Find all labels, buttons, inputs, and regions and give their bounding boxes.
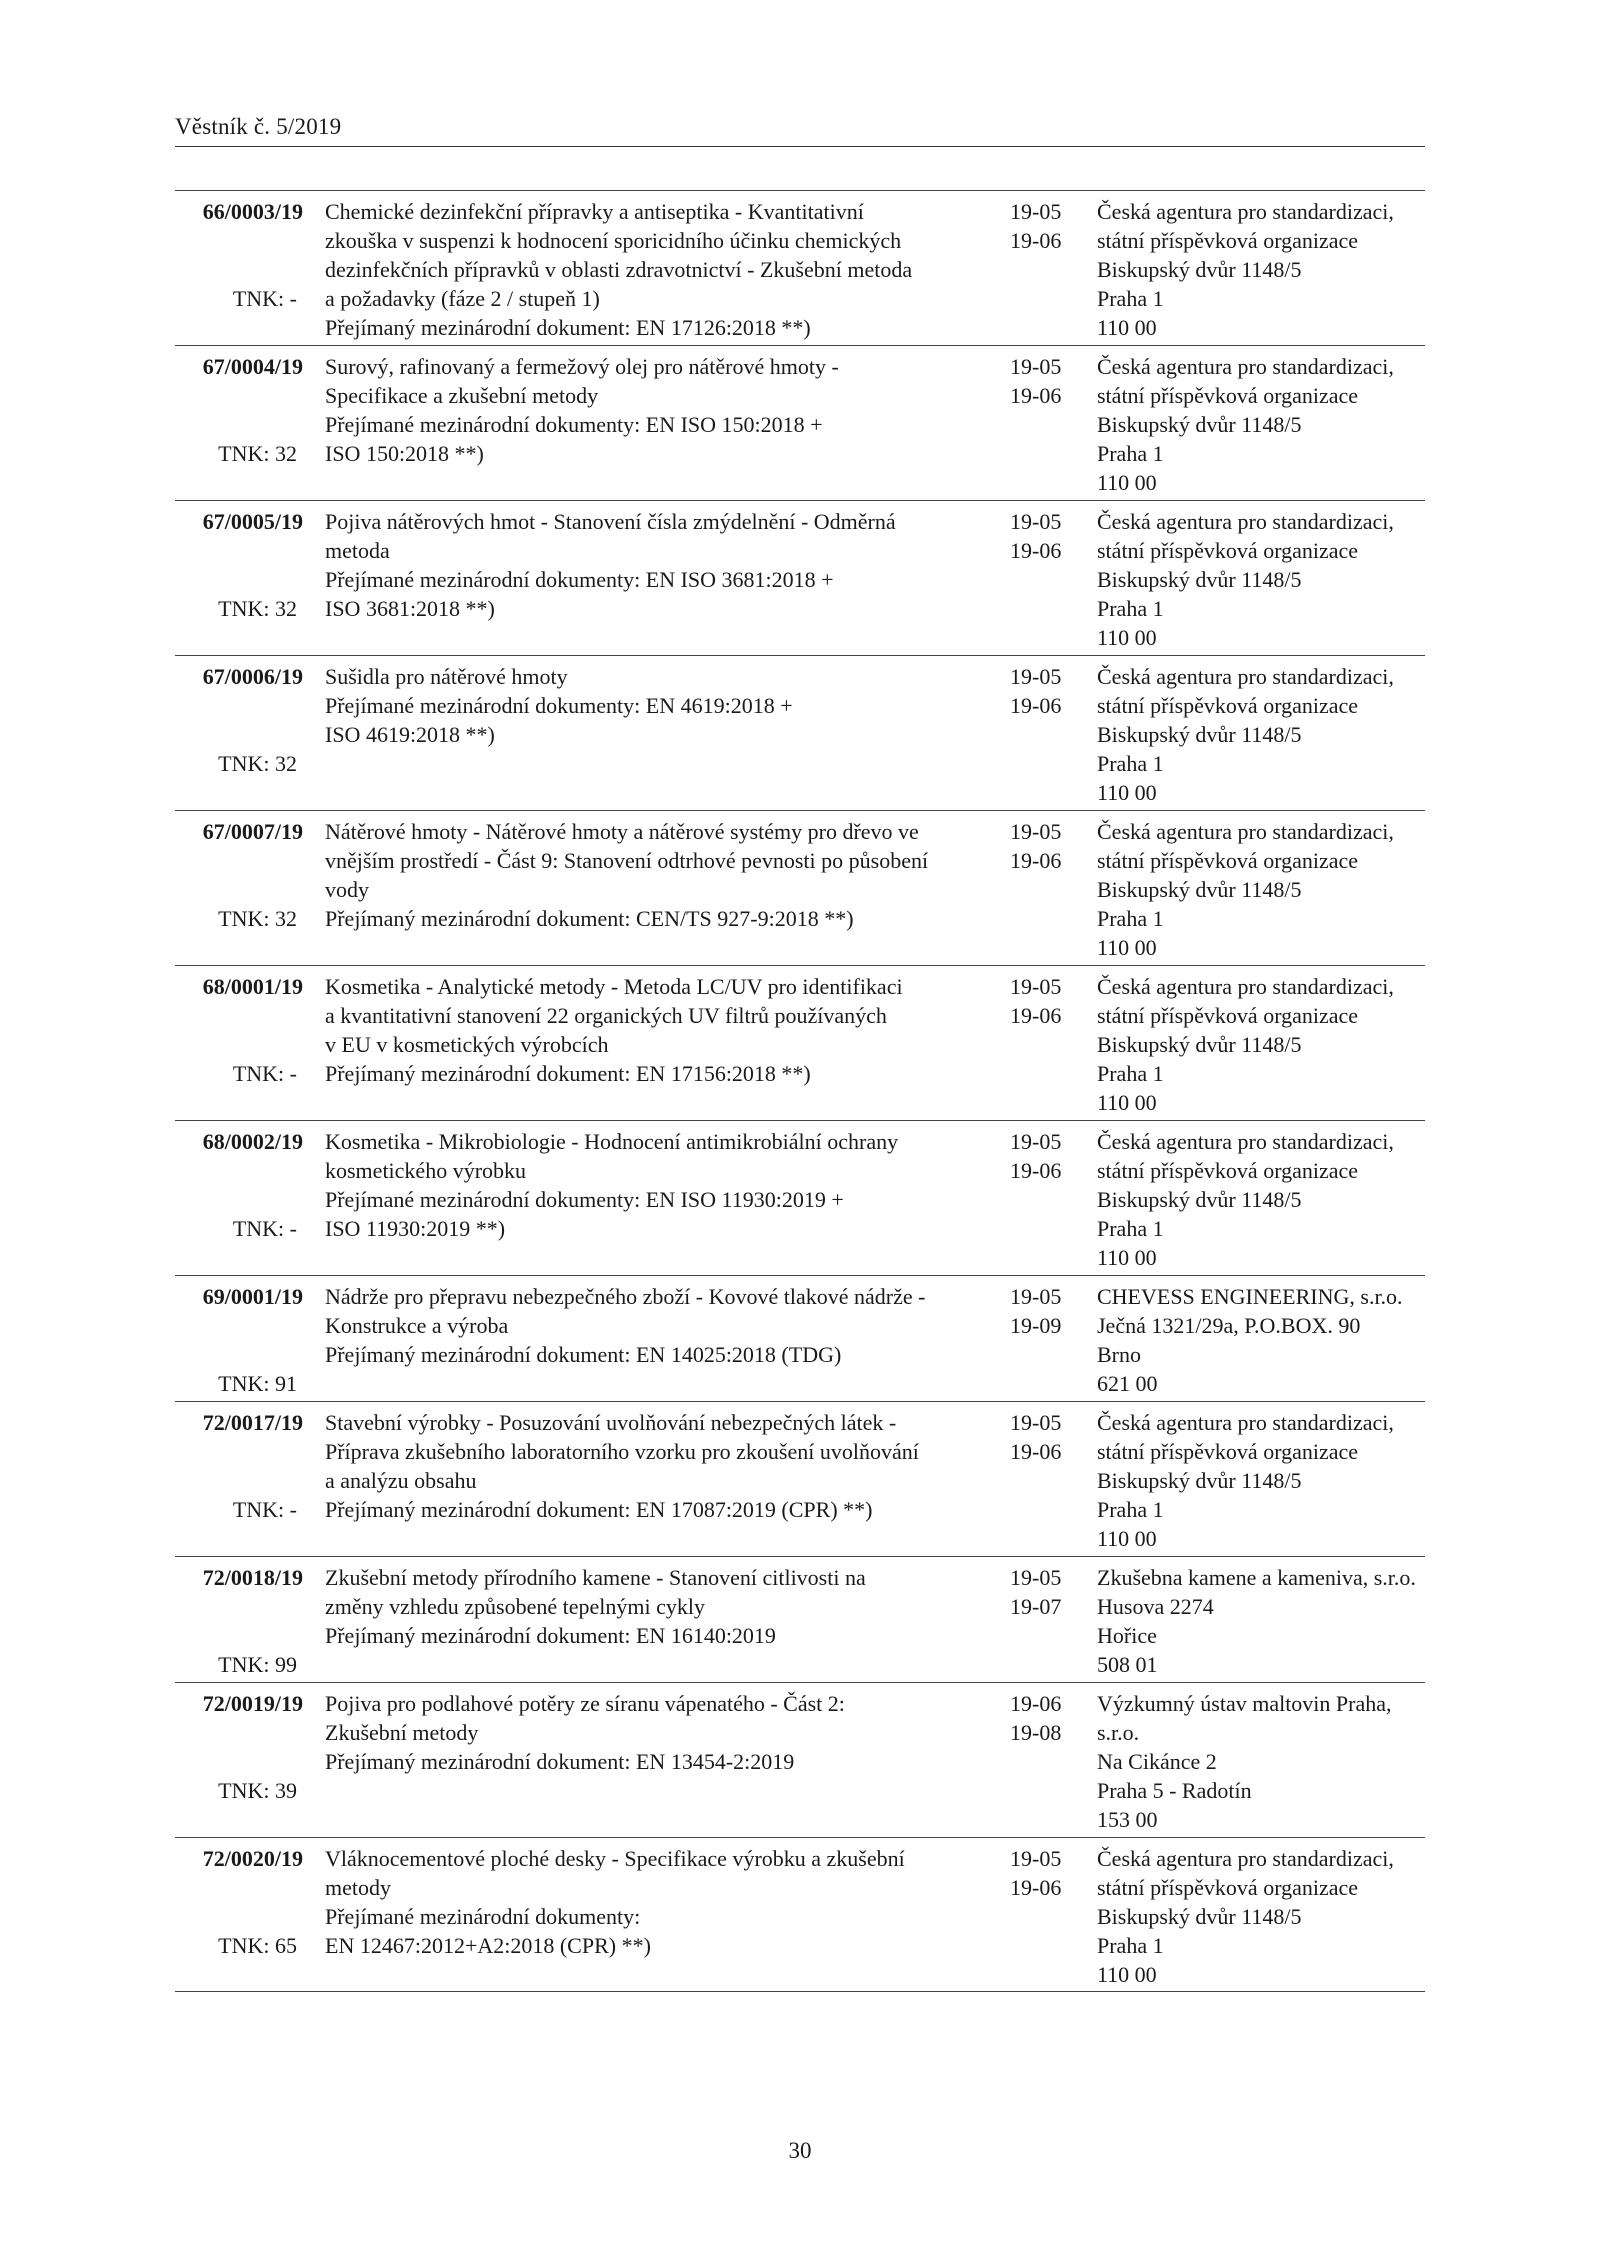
entry-address-line: Česká agentura pro standardizaci, [1097, 1410, 1394, 1435]
entry-address [1097, 507, 1427, 652]
entry-title-line: Nátěrové hmoty - Nátěrové hmoty a nátěrové systémy pro dřevo ve [325, 819, 919, 844]
standard-entry [175, 965, 1425, 1120]
entry-address-line: 153 00 [1097, 1807, 1158, 1832]
entry-title-line: metody [325, 1875, 391, 1900]
entry-address-line: 110 00 [1097, 935, 1157, 960]
entry-address-line: Biskupský dvůr 1148/5 [1097, 722, 1302, 747]
entry-address-line: státní příspěvková organizace [1097, 1875, 1359, 1900]
entry-address-line: státní příspěvková organizace [1097, 383, 1359, 408]
entry-code-column [175, 1282, 303, 1311]
entry-title-line: Kosmetika - Mikrobiologie - Hodnocení antimikrobiální ochrany [325, 1129, 899, 1154]
entry-address-line: Ječná 1321/29a, P.O.BOX. 90 [1097, 1313, 1361, 1338]
entry-title-line: Zkušební metody [325, 1720, 479, 1745]
entry-address-line: Brno [1097, 1342, 1141, 1367]
entry-date: 19-06 [1010, 693, 1062, 718]
entry-address-line: Praha 1 [1097, 906, 1164, 931]
entry-code-column [175, 1127, 303, 1156]
entry-address [1097, 1689, 1427, 1834]
entry-code-column [175, 1844, 303, 1873]
entry-code-column [175, 352, 303, 381]
entry-address-line: Hořice [1097, 1623, 1157, 1648]
entry-address [1097, 817, 1427, 962]
entry-code-column [175, 662, 303, 691]
standard-entry [175, 1837, 1425, 1992]
entry-title-line: Vláknocementové ploché desky - Specifikace výrobku a zkušební [325, 1846, 905, 1871]
entry-title-line: Zkušební metody přírodního kamene - Stanovení citlivosti na [325, 1565, 866, 1590]
entry-title-line: Konstrukce a výroba [325, 1313, 509, 1338]
standard-entry [175, 500, 1425, 655]
entry-address-line: Praha 1 [1097, 286, 1164, 311]
standard-entry [175, 1120, 1425, 1275]
entry-address-line: 110 00 [1097, 780, 1157, 805]
entry-address-line: státní příspěvková organizace [1097, 228, 1359, 253]
entry-code: 67/0006/19 [202, 664, 303, 689]
entry-address-line: 110 00 [1097, 315, 1157, 340]
entry-code-column [175, 817, 303, 846]
entry-title-line: Pojiva pro podlahové potěry ze síranu vápenatého - Část 2: [325, 1691, 845, 1716]
entry-address [1097, 1408, 1427, 1553]
entry-title-line: Přejímaný mezinárodní dokument: EN 17087:2019 (CPR) **) [325, 1497, 873, 1522]
entry-address [1097, 972, 1427, 1117]
entry-address [1097, 197, 1427, 342]
standard-entry [175, 190, 1425, 345]
entry-address-line: 110 00 [1097, 1526, 1157, 1551]
entry-tnk: TNK: 99 [218, 1652, 297, 1677]
entry-title-line: a analýzu obsahu [325, 1468, 477, 1493]
entry-title-line: Přejímaný mezinárodní dokument: EN 17156:2018 **) [325, 1061, 811, 1086]
entry-address-line: Biskupský dvůr 1148/5 [1097, 257, 1302, 282]
standard-entry [175, 1401, 1425, 1556]
entry-title-line: Přejímaný mezinárodní dokument: EN 14025:2018 (TDG) [325, 1342, 842, 1367]
entry-date: 19-06 [1010, 383, 1062, 408]
entry-tnk: TNK: 32 [218, 596, 297, 621]
entry-date: 19-06 [1010, 538, 1062, 563]
entry-address [1097, 1127, 1427, 1272]
entry-date: 19-05 [1010, 509, 1062, 534]
standard-entry [175, 655, 1425, 810]
entry-title-line: Chemické dezinfekční přípravky a antiseptika - Kvantitativní [325, 199, 864, 224]
entry-title-line: kosmetického výrobku [325, 1158, 527, 1183]
entry-address-line: Praha 1 [1097, 751, 1164, 776]
entry-title-line: Stavební výrobky - Posuzování uvolňování nebezpečných látek - [325, 1410, 897, 1435]
entry-title-line: Sušidla pro nátěrové hmoty [325, 664, 568, 689]
entry-address-line: Česká agentura pro standardizaci, [1097, 509, 1394, 534]
entry-code-column [175, 1408, 303, 1437]
entry-address-line: Praha 1 [1097, 441, 1164, 466]
entry-date: 19-06 [1010, 1439, 1062, 1464]
entry-address-line: Česká agentura pro standardizaci, [1097, 819, 1394, 844]
entry-tnk: TNK: - [232, 286, 297, 311]
entry-address-line: státní příspěvková organizace [1097, 1003, 1359, 1028]
entry-date: 19-06 [1010, 1691, 1062, 1716]
entry-title-line: Přejímané mezinárodní dokumenty: EN ISO 11930:2019 + [325, 1187, 844, 1212]
entry-address [1097, 352, 1427, 497]
entry-title-line: zkouška v suspenzi k hodnocení sporicidního účinku chemických [325, 228, 902, 253]
entry-date: 19-05 [1010, 819, 1062, 844]
entry-title-line: v EU v kosmetických výrobcích [325, 1032, 609, 1057]
header-divider [175, 146, 1425, 147]
entry-date: 19-05 [1010, 974, 1062, 999]
entry-title-line: ISO 11930:2019 **) [325, 1216, 506, 1241]
entry-address-line: Biskupský dvůr 1148/5 [1097, 1904, 1302, 1929]
standard-entry [175, 810, 1425, 965]
standard-entry [175, 345, 1425, 500]
entry-address-line: Biskupský dvůr 1148/5 [1097, 1468, 1302, 1493]
entry-address-line: státní příspěvková organizace [1097, 848, 1359, 873]
entry-code: 69/0001/19 [202, 1284, 303, 1309]
entry-code: 66/0003/19 [202, 199, 303, 224]
entry-title-line: Specifikace a zkušební metody [325, 383, 599, 408]
entry-tnk: TNK: 32 [218, 441, 297, 466]
entry-date: 19-06 [1010, 848, 1062, 873]
entry-address-line: Praha 5 - Radotín [1097, 1778, 1252, 1803]
entry-title-line: a kvantitativní stanovení 22 organických UV filtrů používaných [325, 1003, 887, 1028]
standard-entry [175, 1682, 1425, 1837]
entry-address-line: Biskupský dvůr 1148/5 [1097, 412, 1302, 437]
entry-date: 19-05 [1010, 354, 1062, 379]
entry-date: 19-05 [1010, 199, 1062, 224]
entry-title-line: Přejímaný mezinárodní dokument: EN 17126:2018 **) [325, 315, 811, 340]
entry-address-line: 508 01 [1097, 1652, 1158, 1677]
entry-address-line: 110 00 [1097, 1962, 1157, 1987]
entry-address-line: Praha 1 [1097, 1933, 1164, 1958]
entry-code-column [175, 507, 303, 536]
entry-title-line: EN 12467:2012+A2:2018 (CPR) **) [325, 1933, 651, 1958]
entry-address-line: Praha 1 [1097, 1216, 1164, 1241]
entry-date: 19-05 [1010, 1284, 1062, 1309]
entry-title-line: vody [325, 877, 369, 902]
entry-address-line: Husova 2274 [1097, 1594, 1214, 1619]
entry-date: 19-05 [1010, 1565, 1062, 1590]
entry-code-column [175, 197, 303, 226]
entry-tnk: TNK: - [232, 1061, 297, 1086]
entry-date: 19-06 [1010, 1875, 1062, 1900]
entry-address-line: Česká agentura pro standardizaci, [1097, 664, 1394, 689]
entry-date: 19-05 [1010, 1410, 1062, 1435]
entry-title-line: Surový, rafinovaný a fermežový olej pro nátěrové hmoty - [325, 354, 839, 379]
entry-address-line: 110 00 [1097, 1245, 1157, 1270]
entry-address-line: Biskupský dvůr 1148/5 [1097, 1032, 1302, 1057]
entry-tnk: TNK: - [232, 1216, 297, 1241]
entry-code-column [175, 1689, 303, 1718]
bulletin-title: Věstník č. 5/2019 [175, 114, 342, 139]
entry-address [1097, 1563, 1427, 1679]
entry-title-line: Přejímané mezinárodní dokumenty: [325, 1904, 641, 1929]
entry-tnk: TNK: 32 [218, 906, 297, 931]
entry-tnk: TNK: 65 [218, 1933, 297, 1958]
entry-title-line: Pojiva nátěrových hmot - Stanovení čísla zmýdelnění - Odměrná [325, 509, 896, 534]
standard-entry [175, 1556, 1425, 1682]
entry-code: 67/0007/19 [202, 819, 303, 844]
entry-address-line: Česká agentura pro standardizaci, [1097, 199, 1394, 224]
entry-address-line: 621 00 [1097, 1371, 1158, 1396]
entry-date: 19-05 [1010, 664, 1062, 689]
entry-code-column [175, 1563, 303, 1592]
entry-address-line: Česká agentura pro standardizaci, [1097, 354, 1394, 379]
entry-date: 19-06 [1010, 1158, 1062, 1183]
entry-title-line: Nádrže pro přepravu nebezpečného zboží - Kovové tlakové nádrže - [325, 1284, 926, 1309]
entry-title-line: Přejímané mezinárodní dokumenty: EN ISO 3681:2018 + [325, 567, 834, 592]
entry-code: 72/0018/19 [202, 1565, 303, 1590]
entry-address-line: 110 00 [1097, 625, 1157, 650]
entry-address-line: 110 00 [1097, 1090, 1157, 1115]
entry-address-line: Česká agentura pro standardizaci, [1097, 1129, 1394, 1154]
entry-address [1097, 1282, 1427, 1398]
entry-address-line: 110 00 [1097, 470, 1157, 495]
entry-date: 19-05 [1010, 1129, 1062, 1154]
entry-tnk: TNK: - [232, 1497, 297, 1522]
entry-code: 72/0020/19 [202, 1846, 303, 1871]
entry-address [1097, 662, 1427, 807]
entry-title-line: a požadavky (fáze 2 / stupeň 1) [325, 286, 600, 311]
entry-address-line: Biskupský dvůr 1148/5 [1097, 567, 1302, 592]
bulletin-header [175, 114, 1425, 144]
entry-title-line: Přejímané mezinárodní dokumenty: EN 4619:2018 + [325, 693, 793, 718]
entry-title-line: Přejímaný mezinárodní dokument: EN 16140:2019 [325, 1623, 776, 1648]
entry-code-column [175, 972, 303, 1001]
entry-title-line: ISO 150:2018 **) [325, 441, 484, 466]
entry-code: 68/0001/19 [202, 974, 303, 999]
page-number: 30 [788, 2138, 812, 2163]
entry-address-line: státní příspěvková organizace [1097, 1439, 1359, 1464]
entry-code: 67/0005/19 [202, 509, 303, 534]
entry-code: 68/0002/19 [202, 1129, 303, 1154]
entry-address-line: Biskupský dvůr 1148/5 [1097, 1187, 1302, 1212]
entry-address-line: Zkušebna kamene a kameniva, s.r.o. [1097, 1565, 1416, 1590]
standard-entry [175, 1275, 1425, 1401]
entry-address-line: Česká agentura pro standardizaci, [1097, 1846, 1394, 1871]
entry-date: 19-05 [1010, 1846, 1062, 1871]
entry-title-line: vnějším prostředí - Část 9: Stanovení odtrhové pevnosti po působení [325, 848, 929, 873]
entry-title-line: Příprava zkušebního laboratorního vzorku pro zkoušení uvolňování [325, 1439, 919, 1464]
entry-address-line: Praha 1 [1097, 1061, 1164, 1086]
entry-address-line: Na Cikánce 2 [1097, 1749, 1217, 1774]
entry-address-line: Praha 1 [1097, 1497, 1164, 1522]
entry-address-line: státní příspěvková organizace [1097, 1158, 1359, 1183]
entry-title-line: Přejímané mezinárodní dokumenty: EN ISO 150:2018 + [325, 412, 823, 437]
entry-code: 67/0004/19 [202, 354, 303, 379]
entry-address-line: Výzkumný ústav maltovin Praha, [1097, 1691, 1392, 1716]
entry-date: 19-09 [1010, 1313, 1062, 1338]
entry-address-line: Česká agentura pro standardizaci, [1097, 974, 1394, 999]
entry-address-line: Biskupský dvůr 1148/5 [1097, 877, 1302, 902]
standards-list [175, 190, 1425, 1992]
entry-title-line: Přejímaný mezinárodní dokument: CEN/TS 927-9:2018 **) [325, 906, 854, 931]
entry-code: 72/0019/19 [202, 1691, 303, 1716]
entry-title-line: dezinfekčních přípravků v oblasti zdravotnictví - Zkušební metoda [325, 257, 913, 282]
entry-address-line: s.r.o. [1097, 1720, 1140, 1745]
entry-address-line: státní příspěvková organizace [1097, 538, 1359, 563]
entry-tnk: TNK: 91 [218, 1371, 297, 1396]
entry-address-line: CHEVESS ENGINEERING, s.r.o. [1097, 1284, 1403, 1309]
entry-code: 72/0017/19 [202, 1410, 303, 1435]
entry-address-line: Praha 1 [1097, 596, 1164, 621]
entry-title-line: ISO 4619:2018 **) [325, 722, 495, 747]
entry-address-line: státní příspěvková organizace [1097, 693, 1359, 718]
entry-date: 19-08 [1010, 1720, 1062, 1745]
entry-title-line: změny vzhledu způsobené tepelnými cykly [325, 1594, 705, 1619]
entry-title-line: Přejímaný mezinárodní dokument: EN 13454-2:2019 [325, 1749, 795, 1774]
entry-title-line: Kosmetika - Analytické metody - Metoda LC/UV pro identifikaci [325, 974, 903, 999]
entry-date: 19-07 [1010, 1594, 1062, 1619]
entry-tnk: TNK: 32 [218, 751, 297, 776]
entry-address [1097, 1844, 1427, 1989]
entry-date: 19-06 [1010, 228, 1062, 253]
entry-title-line: metoda [325, 538, 390, 563]
entry-title-line: ISO 3681:2018 **) [325, 596, 495, 621]
entry-date: 19-06 [1010, 1003, 1062, 1028]
entry-tnk: TNK: 39 [218, 1778, 297, 1803]
